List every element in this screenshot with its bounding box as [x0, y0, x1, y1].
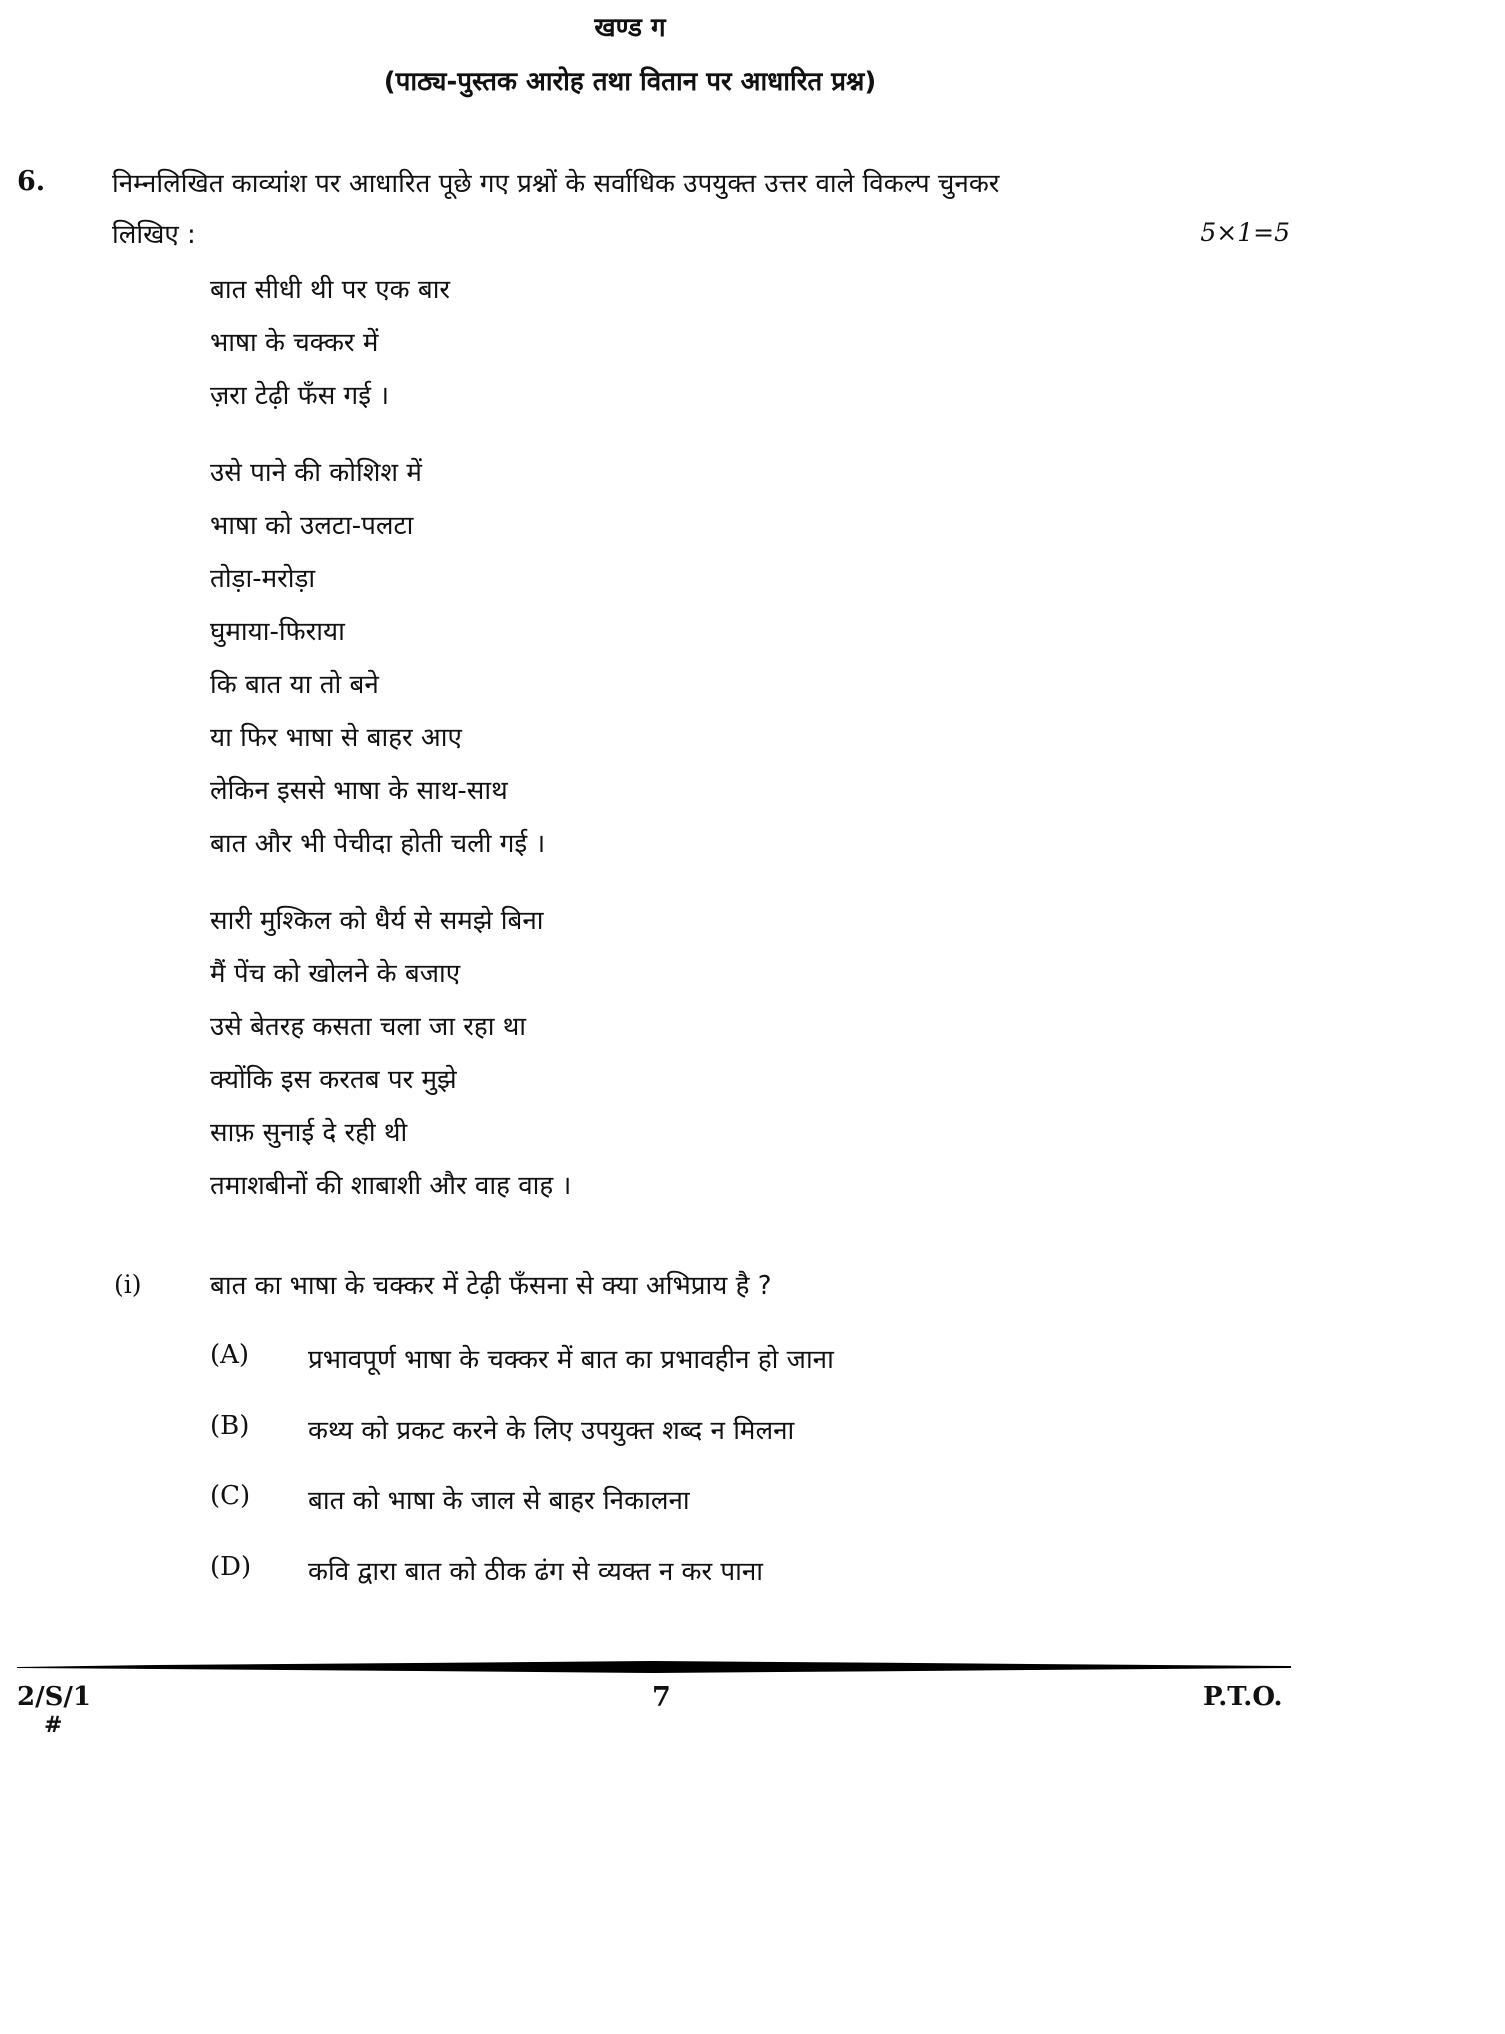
- option-label: (D): [210, 1551, 252, 1582]
- question-number: 6.: [17, 166, 46, 197]
- poem-line: बात सीधी थी पर एक बार: [210, 275, 451, 305]
- poem-stanza-3: [210, 901, 571, 1219]
- option-b: [210, 1411, 834, 1482]
- paper-code: 2/S/1: [17, 1682, 91, 1712]
- option-label: (A): [210, 1340, 250, 1370]
- option-d: [210, 1552, 834, 1623]
- poem-line: क्योंकि इस करतब पर मुझे: [210, 1065, 457, 1095]
- poem-line: भाषा को उलटा-पलटा: [210, 511, 414, 541]
- option-label: (B): [210, 1410, 250, 1441]
- poem-line: उसे बेतरह कसता चला जा रहा था: [210, 1012, 527, 1042]
- poem-line: तमाशबीनों की शाबाशी और वाह वाह ।: [210, 1171, 572, 1201]
- poem-line: घुमाया-फिराया: [210, 617, 345, 647]
- hash-mark: #: [44, 1712, 63, 1738]
- sub-question-text: बात का भाषा के चक्कर में टेढ़ी फँसना से क्या अभिप्राय है ?: [210, 1271, 772, 1301]
- marks-allocation: 5×1=5: [1200, 218, 1290, 247]
- question-instruction-line-1: निम्नलिखित काव्यांश पर आधारित पूछे गए प्रश्नों के सर्वाधिक उपयुक्त उत्तर वाले विकल्प चुनकर: [112, 169, 1000, 199]
- poem-extract: [210, 270, 571, 1243]
- section-title: खण्ड ग: [594, 13, 666, 43]
- poem-line: उसे पाने की कोशिश में: [210, 458, 422, 488]
- poem-line: तोड़ा-मरोड़ा: [210, 564, 316, 594]
- sub-question-label: (i): [114, 1270, 142, 1299]
- poem-stanza-2: [210, 453, 571, 877]
- page-number: 7: [652, 1682, 671, 1713]
- answer-options: [210, 1340, 834, 1622]
- option-text: कवि द्वारा बात को ठीक ढंग से व्यक्त न कर पाना: [308, 1556, 764, 1587]
- option-label: (C): [210, 1481, 251, 1511]
- option-text: बात को भाषा के जाल से बाहर निकालना: [308, 1486, 690, 1516]
- footer-divider: [17, 1660, 1291, 1674]
- option-text: कथ्य को प्रकट करने के लिए उपयुक्त शब्द न मिलना: [308, 1415, 795, 1446]
- poem-line: सारी मुश्किल को धैर्य से समझे बिना: [210, 906, 544, 936]
- poem-line: बात और भी पेचीदा होती चली गई ।: [210, 829, 546, 859]
- option-text: प्रभावपूर्ण भाषा के चक्कर में बात का प्रभावहीन हो जाना: [308, 1345, 834, 1375]
- pto-label: P.T.O.: [1203, 1682, 1283, 1712]
- option-c: [210, 1481, 834, 1552]
- poem-line: मैं पेंच को खोलने के बजाए: [210, 959, 461, 989]
- section-subtitle: (पाठ्य-पुस्तक आरोह तथा वितान पर आधारित प्रश्न): [383, 67, 877, 97]
- question-instruction-line-2: लिखिए :: [112, 220, 196, 250]
- poem-line: या फिर भाषा से बाहर आए: [210, 723, 462, 753]
- poem-stanza-1: [210, 270, 571, 429]
- poem-line: कि बात या तो बने: [210, 670, 379, 700]
- poem-line: साफ़ सुनाई दे रही थी: [210, 1118, 408, 1148]
- poem-line: लेकिन इससे भाषा के साथ-साथ: [210, 776, 508, 806]
- poem-line: ज़रा टेढ़ी फँस गई ।: [210, 381, 390, 411]
- option-a: [210, 1340, 834, 1411]
- poem-line: भाषा के चक्कर में: [210, 328, 379, 358]
